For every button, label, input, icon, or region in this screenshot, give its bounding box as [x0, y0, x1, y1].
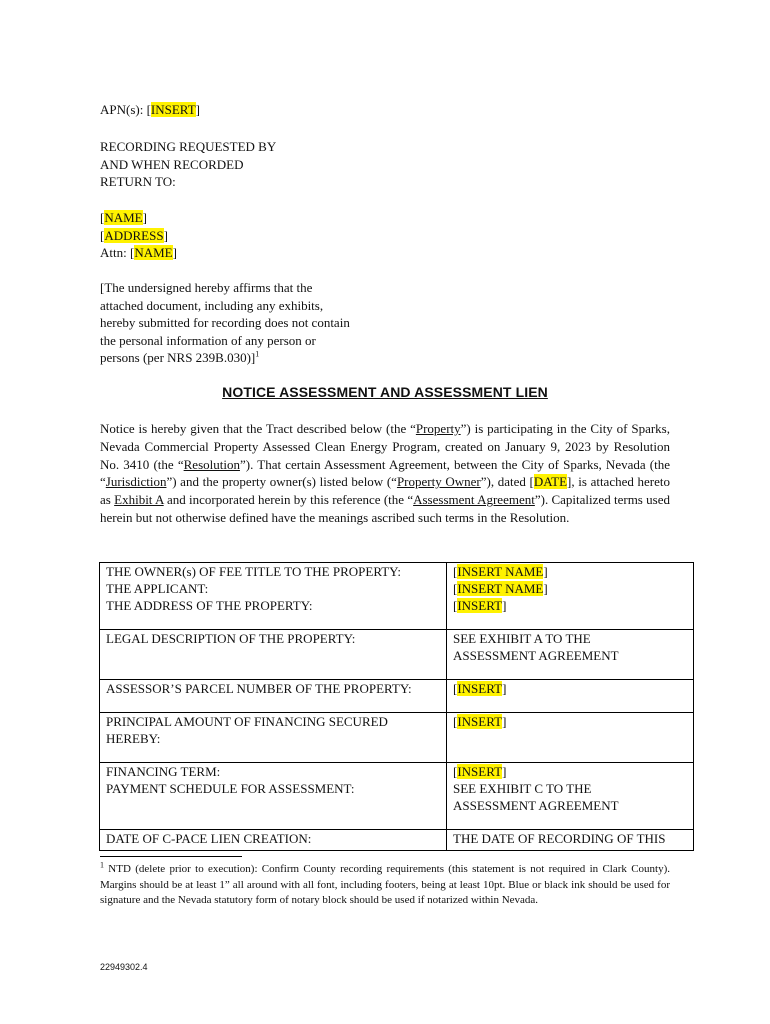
address-insert-field: INSERT	[457, 598, 503, 613]
notice-text: ”), dated [	[480, 474, 534, 490]
parcel-insert-field: INSERT	[457, 681, 503, 696]
lien-creation-date-value: THE DATE OF RECORDING OF THIS	[453, 831, 666, 846]
return-name-line: [NAME]	[100, 210, 147, 225]
return-to-block	[100, 209, 177, 262]
table-row	[100, 830, 694, 851]
principal-insert-field: INSERT	[457, 714, 503, 729]
notice-text: ”). Capitalized terms used herein but not otherwise defined have the meanings ascribed such terms in the Resolution.	[100, 492, 670, 525]
document-number: 22949302.4	[100, 962, 148, 972]
defined-term-assessment-agreement: Assessment Agreement	[413, 492, 535, 508]
apn-label: APN(s): [	[100, 102, 151, 117]
defined-term-property: Property	[415, 421, 461, 436]
legal-description-value: SEE EXHIBIT A TO THE	[453, 631, 591, 646]
table-row	[100, 680, 694, 713]
table-row	[100, 763, 694, 830]
principal-amount-value: [INSERT]	[453, 714, 507, 729]
principal-amount-label: PRINCIPAL AMOUNT OF FINANCING SECURED	[106, 714, 388, 729]
table-row	[100, 713, 694, 763]
footnote-number: 1	[100, 860, 104, 870]
return-address-line: [ADDRESS]	[100, 227, 168, 243]
date-insert-field: DATE	[533, 474, 568, 490]
notice-text: ], is attached hereto as	[100, 474, 670, 508]
term-insert-field: INSERT	[457, 764, 503, 779]
footnote-separator	[100, 856, 242, 857]
legal-description-value: ASSESSMENT AGREEMENT	[453, 648, 619, 663]
principal-amount-label: HEREBY:	[106, 731, 161, 746]
table-cell-label	[100, 630, 447, 680]
recording-line: AND WHEN RECORDED	[100, 156, 244, 172]
table-cell-value	[447, 713, 694, 763]
applicant-label: THE APPLICANT:	[106, 581, 209, 596]
table-cell-value	[447, 763, 694, 830]
payment-schedule-label: PAYMENT SCHEDULE FOR ASSESSMENT:	[106, 781, 355, 796]
apn-line	[100, 101, 200, 119]
financing-term-value: [INSERT]	[453, 764, 507, 779]
payment-schedule-value: SEE EXHIBIT C TO THE	[453, 781, 592, 796]
defined-term-resolution: Resolution	[183, 456, 240, 472]
affirmation-text: [The undersigned hereby affirms that the attached document, including any exhibits, hereby submitted for recording does not contain the personal information of any person or persons (per NRS 239B.030)]	[100, 280, 350, 365]
attn-line: Attn: [NAME]	[100, 245, 177, 260]
table-cell-value	[447, 563, 694, 630]
recording-requested-block	[100, 138, 276, 191]
footnote-text: NTD (delete prior to execution): Confirm County recording requirements (this statement is not required in Clark County). Margins should be at least 1” all around with all font, including footers, being at least 10pt. Blue or black ink should be used for signature and the Nevada statutory form of notary block should be used if notarized within Nevada.	[100, 863, 670, 906]
attn-name-insert-field: NAME	[134, 245, 173, 260]
table-row	[100, 563, 694, 630]
notice-text: and incorporated herein by this reference (the “	[163, 492, 414, 508]
table-cell-value	[447, 630, 694, 680]
exhibit-a-reference: Exhibit A	[114, 492, 164, 508]
table-cell-label	[100, 830, 447, 851]
footnote	[100, 862, 670, 909]
parcel-number-label: ASSESSOR’S PARCEL NUMBER OF THE PROPERTY:	[106, 681, 412, 696]
applicant-insert-field: INSERT NAME	[457, 581, 544, 596]
property-address-value: [INSERT]	[453, 598, 507, 613]
apn-close: ]	[195, 102, 200, 117]
document-title: NOTICE ASSESSMENT AND ASSESSMENT LIEN	[222, 384, 548, 400]
legal-description-label: LEGAL DESCRIPTION OF THE PROPERTY:	[106, 631, 356, 646]
recording-line: RECORDING REQUESTED BY	[100, 139, 277, 154]
apn-insert-field: INSERT	[150, 102, 196, 117]
defined-term-jurisdiction: Jurisdiction	[105, 474, 167, 490]
lien-details-table	[99, 562, 694, 851]
table-cell-label	[100, 713, 447, 763]
name-insert-field: NAME	[104, 210, 143, 225]
table-row	[100, 630, 694, 680]
defined-term-property-owner: Property Owner	[396, 474, 481, 490]
financing-term-label: FINANCING TERM:	[106, 764, 221, 779]
notice-text: ”) and the property owner(s) listed below (“	[166, 474, 397, 490]
recording-line: RETURN TO:	[100, 174, 176, 189]
notice-text: Notice is hereby given that the Tract described below (the “	[100, 421, 416, 436]
affirmation-statement	[100, 279, 350, 367]
notice-paragraph	[100, 420, 670, 527]
applicant-value: [INSERT NAME]	[453, 581, 548, 596]
table-cell-label	[100, 763, 447, 830]
owner-insert-field: INSERT NAME	[457, 564, 544, 579]
footnote-reference: 1	[255, 349, 260, 359]
table-cell-label	[100, 563, 447, 630]
owner-value: [INSERT NAME]	[453, 564, 548, 579]
table-cell-label	[100, 680, 447, 713]
lien-creation-date-label: DATE OF C-PACE LIEN CREATION:	[106, 831, 312, 846]
table-cell-value	[447, 830, 694, 851]
payment-schedule-value: ASSESSMENT AGREEMENT	[453, 798, 619, 813]
property-address-label: THE ADDRESS OF THE PROPERTY:	[106, 598, 313, 613]
address-insert-field: ADDRESS	[104, 227, 164, 243]
notice-text: ”). That certain Assessment Agreement, between the City of Sparks, Nevada (the “	[100, 456, 671, 490]
table-cell-value	[447, 680, 694, 713]
owner-label: THE OWNER(s) OF FEE TITLE TO THE PROPERTY:	[106, 564, 401, 579]
notice-text: ”) is participating in the City of Sparks, Nevada Commercial Property Assessed Clean Energy Program, created on January 9, 2023 by Resolution No. 3410 (the “	[100, 421, 670, 472]
attn-label: Attn: [	[100, 245, 135, 260]
parcel-number-value: [INSERT]	[453, 681, 507, 696]
